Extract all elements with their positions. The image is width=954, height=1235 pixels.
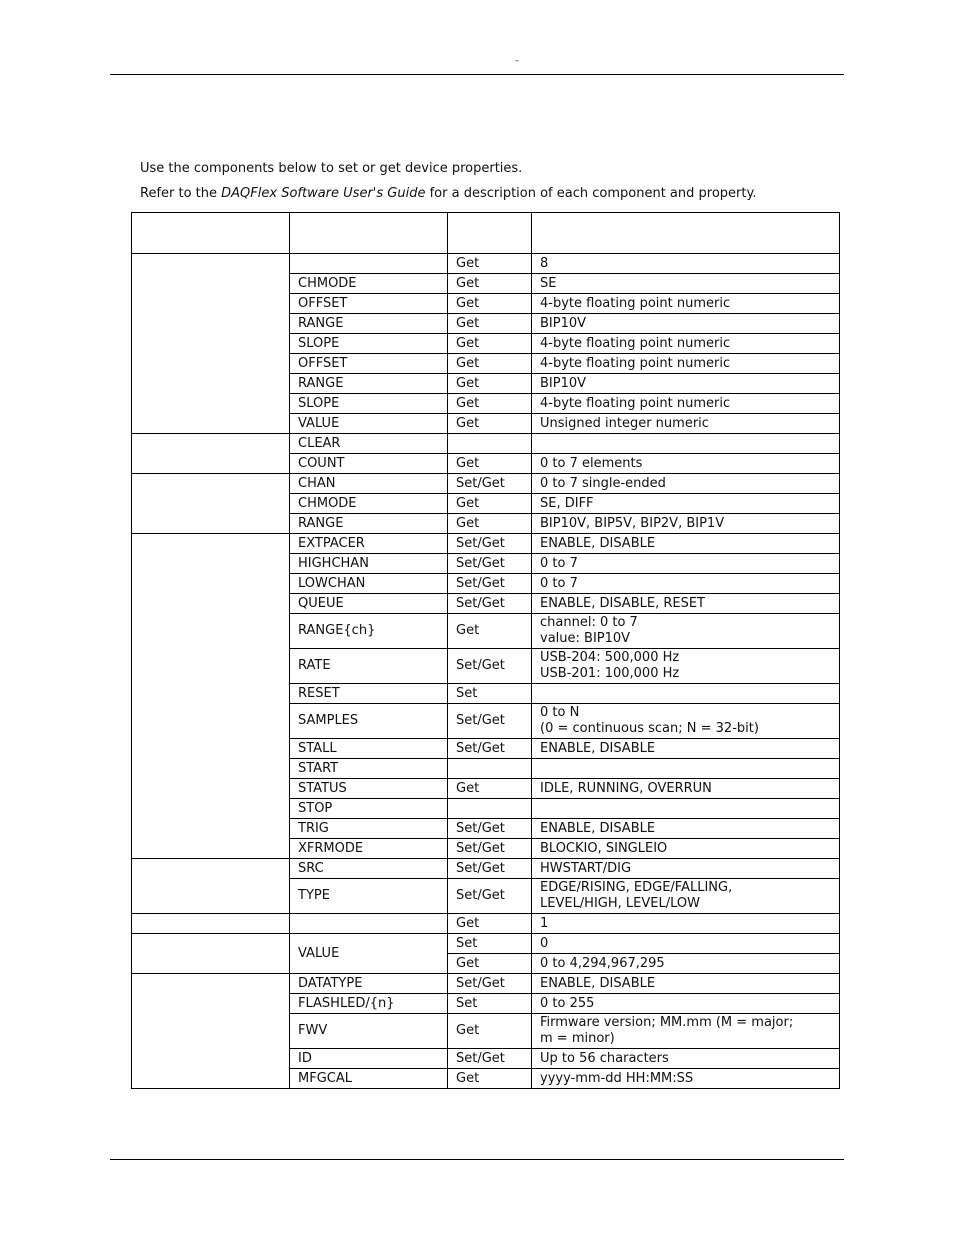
value-text: 0 to 4,294,967,295 — [540, 955, 665, 971]
property-cell: RANGE{ch} — [290, 614, 448, 649]
access-cell: Get — [448, 314, 532, 334]
value-cell — [532, 914, 840, 934]
intro-line-2-suffix: for a description of each component and property. — [425, 186, 757, 201]
value-cell — [532, 574, 840, 594]
access-cell: Get — [448, 414, 532, 434]
header-access — [448, 213, 532, 254]
property-cell: MFGCAL — [290, 1069, 448, 1089]
access-cell: Set/Get — [448, 839, 532, 859]
value-text: SE, DIFF — [540, 495, 594, 511]
component-cell — [132, 254, 290, 434]
access-cell: Set/Get — [448, 649, 532, 684]
property-cell: CHAN — [290, 474, 448, 494]
table-header-row — [132, 213, 840, 254]
header-rule — [110, 74, 844, 75]
value-cell — [532, 394, 840, 414]
access-cell: Get — [448, 394, 532, 414]
access-cell — [448, 434, 532, 454]
value-text: 0 to N — [540, 705, 580, 720]
value-text: 8 — [540, 255, 549, 271]
value-text: Unsigned integer numeric — [540, 415, 709, 431]
property-cell: COUNT — [290, 454, 448, 474]
table-row — [132, 914, 840, 934]
access-cell: Get — [448, 954, 532, 974]
value-cell — [532, 684, 840, 704]
property-cell: EXTPACER — [290, 534, 448, 554]
access-cell: Set/Get — [448, 474, 532, 494]
value-cell — [532, 454, 840, 474]
property-cell: START — [290, 759, 448, 779]
property-cell: FWV — [290, 1014, 448, 1049]
property-cell: RANGE — [290, 314, 448, 334]
value-text: 0 to 7 — [540, 575, 578, 591]
property-cell: RANGE — [290, 374, 448, 394]
value-text: 0 to 7 single-ended — [540, 475, 666, 491]
value-text: EDGE/RISING, EDGE/FALLING, — [540, 880, 733, 895]
intro-line-2-prefix: Refer to the — [140, 186, 222, 201]
table-row — [132, 534, 840, 554]
property-cell: HIGHCHAN — [290, 554, 448, 574]
value-text: ENABLE, DISABLE, RESET — [540, 595, 705, 611]
access-cell: Set — [448, 994, 532, 1014]
component-cell — [132, 474, 290, 534]
header-component — [132, 213, 290, 254]
access-cell: Get — [448, 374, 532, 394]
property-cell: CLEAR — [290, 434, 448, 454]
value-cell — [532, 994, 840, 1014]
value-cell — [532, 839, 840, 859]
value-text: HWSTART/DIG — [540, 860, 632, 876]
access-cell: Set/Get — [448, 879, 532, 914]
property-cell: RANGE — [290, 514, 448, 534]
value-text-line-2: (0 = continuous scan; N = 32-bit) — [540, 721, 759, 736]
access-cell: Get — [448, 454, 532, 474]
value-cell — [532, 649, 840, 684]
value-text: 0 — [540, 935, 549, 951]
access-cell — [448, 759, 532, 779]
value-cell — [532, 779, 840, 799]
value-text-line-2: m = minor) — [540, 1031, 615, 1046]
access-cell: Get — [448, 1069, 532, 1089]
property-cell: SLOPE — [290, 334, 448, 354]
property-cell: TRIG — [290, 819, 448, 839]
value-text-line-2: LEVEL/HIGH, LEVEL/LOW — [540, 896, 700, 911]
access-cell: Set/Get — [448, 974, 532, 994]
component-cell — [132, 534, 290, 859]
access-cell: Get — [448, 274, 532, 294]
property-cell: ID — [290, 1049, 448, 1069]
value-cell — [532, 1049, 840, 1069]
header-property — [290, 213, 448, 254]
value-text: channel: 0 to 7 — [540, 615, 638, 630]
property-cell: QUEUE — [290, 594, 448, 614]
access-cell: Get — [448, 514, 532, 534]
value-text: 0 to 255 — [540, 995, 595, 1011]
value-text: Up to 56 characters — [540, 1050, 669, 1066]
property-cell: RATE — [290, 649, 448, 684]
value-cell — [532, 594, 840, 614]
value-cell — [532, 799, 840, 819]
intro-line-2 — [140, 186, 756, 202]
component-cell — [132, 914, 290, 934]
value-cell — [532, 819, 840, 839]
access-cell: Get — [448, 494, 532, 514]
property-cell — [290, 254, 448, 274]
value-cell — [532, 434, 840, 454]
value-cell — [532, 494, 840, 514]
value-cell — [532, 859, 840, 879]
property-cell: TYPE — [290, 879, 448, 914]
value-text: 4-byte floating point numeric — [540, 395, 731, 411]
value-cell — [532, 374, 840, 394]
device-properties-table — [131, 212, 840, 1089]
value-text: 4-byte floating point numeric — [540, 335, 731, 351]
value-text: Firmware version; MM.mm (M = major; — [540, 1015, 794, 1030]
value-cell — [532, 354, 840, 374]
access-cell: Set/Get — [448, 1049, 532, 1069]
value-text-line-2: USB-201: 100,000 Hz — [540, 666, 680, 681]
value-cell — [532, 704, 840, 739]
property-cell: STALL — [290, 739, 448, 759]
value-text: 4-byte floating point numeric — [540, 355, 731, 371]
value-cell — [532, 254, 840, 274]
value-cell — [532, 554, 840, 574]
access-cell: Get — [448, 294, 532, 314]
header-mark: – — [514, 56, 520, 66]
footer-rule — [110, 1159, 844, 1160]
access-cell: Set/Get — [448, 574, 532, 594]
table-row — [132, 434, 840, 454]
access-cell: Get — [448, 779, 532, 799]
property-cell: SAMPLES — [290, 704, 448, 739]
property-cell: STOP — [290, 799, 448, 819]
value-cell — [532, 314, 840, 334]
access-cell: Set/Get — [448, 594, 532, 614]
value-text: 0 to 7 elements — [540, 455, 643, 471]
header-value — [532, 213, 840, 254]
access-cell: Set/Get — [448, 859, 532, 879]
property-cell: CHMODE — [290, 494, 448, 514]
value-cell — [532, 954, 840, 974]
table-row — [132, 934, 840, 954]
property-cell: DATATYPE — [290, 974, 448, 994]
table-row — [132, 859, 840, 879]
access-cell: Set/Get — [448, 819, 532, 839]
table-row — [132, 474, 840, 494]
access-cell: Set — [448, 684, 532, 704]
value-text: 4-byte floating point numeric — [540, 295, 731, 311]
guide-title: DAQFlex Software User's Guide — [221, 186, 426, 201]
property-cell: STATUS — [290, 779, 448, 799]
value-text: ENABLE, DISABLE — [540, 820, 656, 836]
value-text: yyyy-mm-dd HH:MM:SS — [540, 1070, 694, 1086]
property-cell — [290, 914, 448, 934]
access-cell: Get — [448, 614, 532, 649]
access-cell: Get — [448, 334, 532, 354]
value-cell — [532, 739, 840, 759]
property-cell: VALUE — [290, 934, 448, 974]
value-text: 1 — [540, 915, 549, 931]
value-cell — [532, 974, 840, 994]
property-cell: SLOPE — [290, 394, 448, 414]
value-cell — [532, 474, 840, 494]
component-cell — [132, 859, 290, 914]
value-text-line-2: value: BIP10V — [540, 631, 631, 646]
value-text: BIP10V — [540, 315, 587, 331]
access-cell: Set/Get — [448, 704, 532, 739]
access-cell: Set — [448, 934, 532, 954]
access-cell: Get — [448, 914, 532, 934]
access-cell — [448, 799, 532, 819]
component-cell — [132, 434, 290, 474]
access-cell: Set/Get — [448, 739, 532, 759]
value-cell — [532, 414, 840, 434]
table-row — [132, 254, 840, 274]
value-text: ENABLE, DISABLE — [540, 535, 656, 551]
access-cell: Set/Get — [448, 534, 532, 554]
property-cell: OFFSET — [290, 354, 448, 374]
value-cell — [532, 274, 840, 294]
value-text: IDLE, RUNNING, OVERRUN — [540, 780, 712, 796]
table-body — [132, 254, 840, 1089]
access-cell: Get — [448, 354, 532, 374]
value-cell — [532, 934, 840, 954]
access-cell: Get — [448, 1014, 532, 1049]
property-cell: XFRMODE — [290, 839, 448, 859]
value-cell — [532, 1069, 840, 1089]
intro-line-1: Use the components below to set or get device properties. — [140, 161, 523, 176]
value-cell — [532, 334, 840, 354]
value-cell — [532, 294, 840, 314]
value-cell — [532, 514, 840, 534]
component-cell — [132, 934, 290, 974]
property-cell: SRC — [290, 859, 448, 879]
value-text: 0 to 7 — [540, 555, 578, 571]
access-cell: Set/Get — [448, 554, 532, 574]
component-cell — [132, 974, 290, 1089]
property-cell: CHMODE — [290, 274, 448, 294]
value-cell — [532, 534, 840, 554]
value-cell — [532, 879, 840, 914]
value-text: USB-204: 500,000 Hz — [540, 650, 680, 665]
value-text: ENABLE, DISABLE — [540, 975, 656, 991]
value-text: BIP10V, BIP5V, BIP2V, BIP1V — [540, 515, 725, 531]
property-cell: RESET — [290, 684, 448, 704]
property-cell: VALUE — [290, 414, 448, 434]
table-row — [132, 974, 840, 994]
property-cell: LOWCHAN — [290, 574, 448, 594]
value-text: SE — [540, 275, 557, 291]
property-cell: FLASHLED/{n} — [290, 994, 448, 1014]
value-cell — [532, 1014, 840, 1049]
access-cell: Get — [448, 254, 532, 274]
value-cell — [532, 614, 840, 649]
value-cell — [532, 759, 840, 779]
value-text: BLOCKIO, SINGLEIO — [540, 840, 668, 856]
property-cell: OFFSET — [290, 294, 448, 314]
value-text: ENABLE, DISABLE — [540, 740, 656, 756]
value-text: BIP10V — [540, 375, 587, 391]
